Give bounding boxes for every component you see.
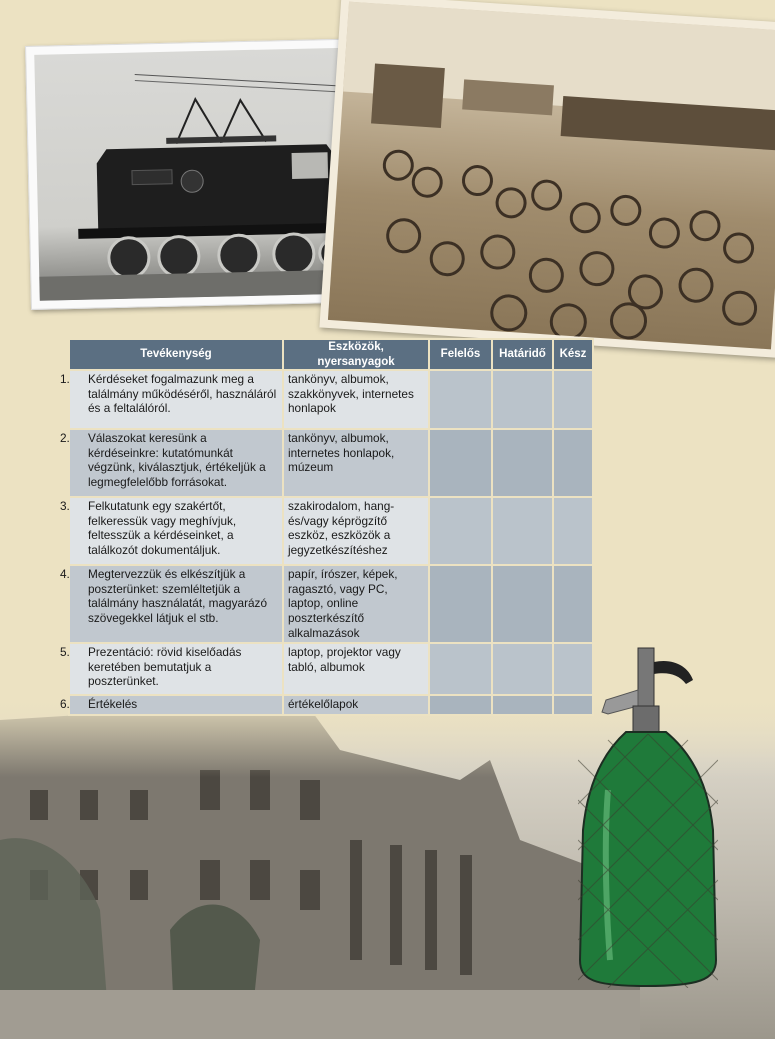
header-activity: Tevékenység xyxy=(69,339,283,370)
header-tools: Eszközök, nyersanyagok xyxy=(283,339,429,370)
done-cell xyxy=(553,370,593,429)
table-row xyxy=(69,643,593,695)
responsible-cell xyxy=(429,497,492,565)
responsible-cell xyxy=(429,565,492,643)
row-number: 3. xyxy=(60,499,70,514)
done-cell xyxy=(553,497,593,565)
row-number: 4. xyxy=(60,567,70,582)
header-responsible: Felelős xyxy=(429,339,492,370)
activity-plan-table xyxy=(60,338,594,716)
activity-text: Értékelés xyxy=(88,697,138,712)
done-cell xyxy=(553,695,593,715)
activity-text: Megtervezzük és elkészítjük a poszterünket: szemléltetjük a találmány használatát, magyarázó szövegekkel látjuk el stb. xyxy=(88,567,268,625)
activity-cell xyxy=(60,695,283,715)
table-row xyxy=(69,497,593,565)
table-row xyxy=(69,565,593,643)
activity-cell xyxy=(60,565,283,643)
done-cell xyxy=(553,643,593,695)
table-row xyxy=(69,695,593,715)
table-row xyxy=(69,429,593,497)
row-number: 1. xyxy=(60,372,70,387)
activity-text: Válaszokat keresünk a kérdéseinkre: kutatómunkát végzünk, kiválasztjuk, értékeljük a legmegfelelőbb forrásokat. xyxy=(88,431,266,489)
activity-text: Kérdéseket fogalmazunk meg a találmány működéséről, használáról és a feltalálóról. xyxy=(88,372,277,416)
activity-cell xyxy=(60,643,283,695)
tools-cell: szakirodalom, hang- és/vagy képrögzítő eszköz, eszközök a jegyzetkészítéshez xyxy=(283,497,429,565)
table-row xyxy=(69,370,593,429)
row-number: 5. xyxy=(60,645,70,660)
header-done: Kész xyxy=(553,339,593,370)
done-cell xyxy=(553,429,593,497)
tools-cell: tankönyv, albumok, internetes honlapok, múzeum xyxy=(283,429,429,497)
tools-cell: laptop, projektor vagy tabló, albumok xyxy=(283,643,429,695)
activity-cell xyxy=(60,429,283,497)
activity-cell xyxy=(60,497,283,565)
railway-wheel-yard-photo xyxy=(319,0,775,358)
tools-cell: papír, írószer, képek, ragasztó, vagy PC, laptop, online poszterkészítő alkalmazások xyxy=(283,565,429,643)
responsible-cell xyxy=(429,695,492,715)
deadline-cell xyxy=(492,565,553,643)
soda-siphon-photo xyxy=(578,640,718,988)
header-deadline: Határidő xyxy=(492,339,553,370)
done-cell xyxy=(553,565,593,643)
activity-cell xyxy=(60,370,283,429)
tools-cell: értékelőlapok xyxy=(283,695,429,715)
activity-text: Prezentáció: rövid kiselőadás keretében bemutatjuk a poszterünket. xyxy=(88,645,242,689)
row-number: 2. xyxy=(60,431,70,446)
responsible-cell xyxy=(429,643,492,695)
tools-cell: tankönyv, albumok, szakkönyvek, internetes honlapok xyxy=(283,370,429,429)
deadline-cell xyxy=(492,643,553,695)
deadline-cell xyxy=(492,695,553,715)
deadline-cell xyxy=(492,429,553,497)
activity-text: Felkutatunk egy szakértőt, felkeressük vagy meghívjuk, feltesszük a kérdéseinket, a találkozót dokumentáljuk. xyxy=(88,499,237,557)
row-number: 6. xyxy=(60,697,70,712)
deadline-cell xyxy=(492,497,553,565)
table-header-row xyxy=(69,339,593,370)
deadline-cell xyxy=(492,370,553,429)
responsible-cell xyxy=(429,429,492,497)
responsible-cell xyxy=(429,370,492,429)
